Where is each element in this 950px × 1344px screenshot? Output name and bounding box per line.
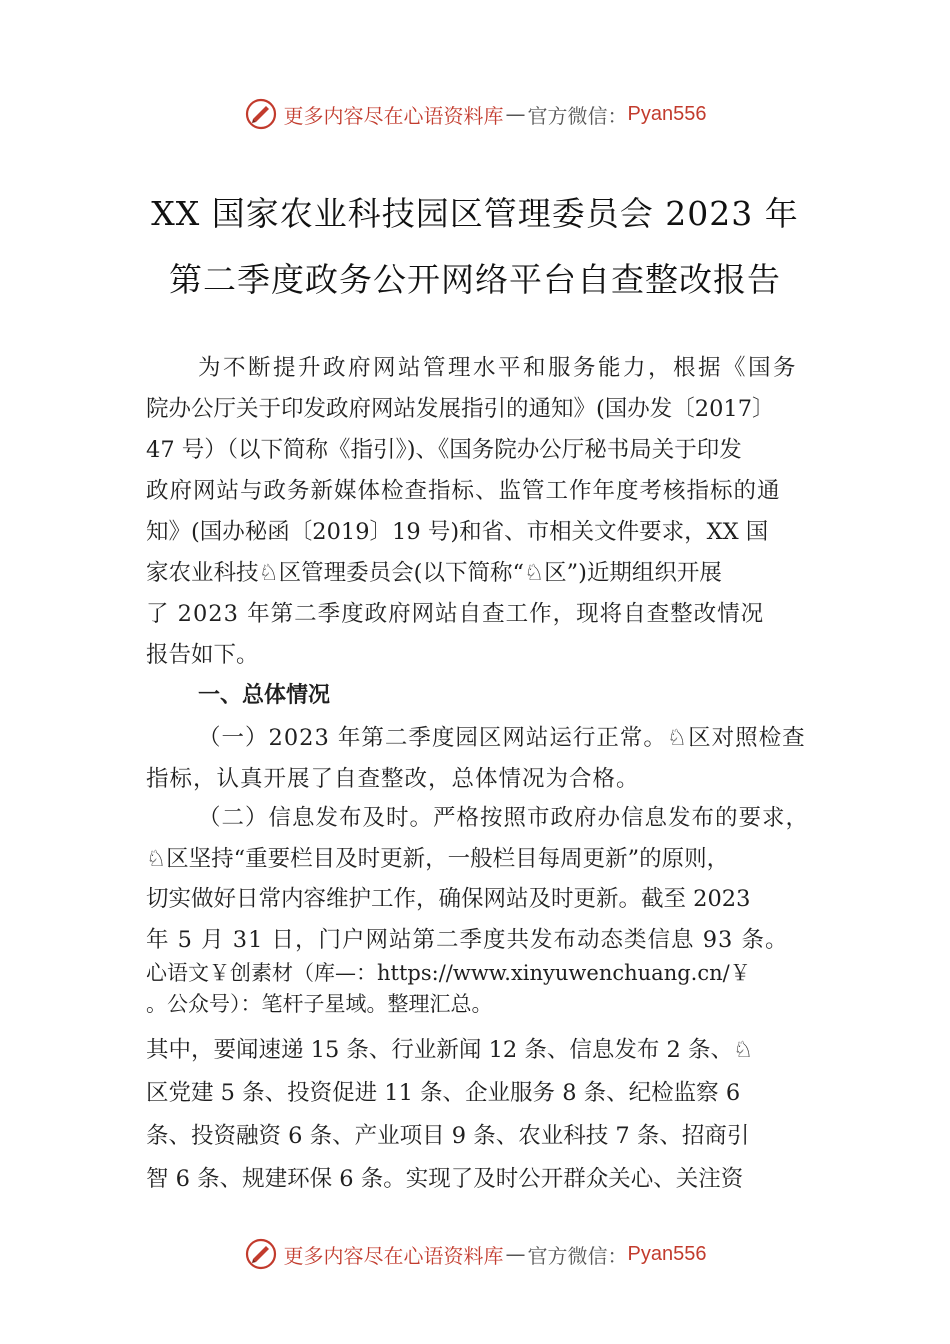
- body-line: 区党建 5 条、投资促进 11 条、企业服务 8 条、纪检监察 6: [146, 1080, 741, 1106]
- body-line: 了 2023 年第二季度政府网站自查工作，现将自查整改情况: [146, 601, 765, 627]
- footer-watermark-banner: [0, 1234, 950, 1274]
- banner-text: 更多内容尽在心语资料库: [283, 1243, 504, 1268]
- body-line: （一）2023 年第二季度园区网站运行正常。♘区对照检查: [198, 725, 806, 751]
- body-line: 院办公厅关于印发政府网站发展指引的通知》(国办发〔2017〕: [146, 396, 775, 422]
- body-line: 。公众号）：笔杆子星域。整理汇总。: [146, 992, 493, 1016]
- body-line: 智 6 条、规建环保 6 条。实现了及时公开群众关心、关注资: [146, 1166, 744, 1192]
- body-line: 切实做好日常内容维护工作，确保网站及时更新。截至 2023: [146, 886, 751, 912]
- body-line: 条、投资融资 6 条、产业项目 9 条、农业科技 7 条、招商引: [146, 1123, 750, 1149]
- body-line: 47 号）（以下简称《指引》)、《国务院办公厅秘书局关于印发: [146, 437, 742, 463]
- body-line: 为不断提升政府网站管理水平和服务能力，根据《国务: [198, 355, 799, 381]
- banner-text: 更多内容尽在心语资料库: [283, 103, 504, 128]
- section-heading: 一、总体情况: [198, 683, 331, 708]
- body-line: （二）信息发布及时。严格按照市政府办信息发布的要求，: [198, 805, 810, 831]
- body-line: 家农业科技♘区管理委员会(以下简称“♘区”)近期组织开展: [146, 560, 722, 586]
- body-line: 政府网站与政务新媒体检查指标、监管工作年度考核指标的通: [146, 478, 781, 504]
- body-line: 其中，要闻速递 15 条、行业新闻 12 条、信息发布 2 条、♘: [146, 1037, 754, 1063]
- brand-logo-icon: [244, 1237, 278, 1271]
- brand-logo-icon: [244, 97, 278, 131]
- banner-wechat-label: 官方微信：: [527, 1243, 628, 1268]
- document-title-line-2: 第二季度政务公开网络平台自查整改报告: [169, 260, 781, 299]
- body-line: 知》(国办秘函〔2019〕19 号)和省、市相关文件要求，XX 国: [146, 519, 769, 545]
- banner-wechat-id: Pyan556: [627, 102, 707, 125]
- banner-dash: —: [505, 102, 526, 126]
- banner-dash: —: [505, 1242, 526, 1266]
- body-line: ♘区坚持“重要栏目及时更新，一般栏目每周更新”的原则，: [146, 846, 730, 872]
- banner-wechat-id: Pyan556: [627, 1242, 707, 1265]
- header-watermark-banner: [0, 94, 950, 134]
- body-line: 心语文￥创素材（库—：https://www.xinyuwenchuang.cn/￥: [146, 961, 751, 985]
- document-title-line-1: XX 国家农业科技园区管理委员会 2023 年: [151, 194, 799, 233]
- banner-wechat-label: 官方微信：: [527, 103, 628, 128]
- body-line: 指标，认真开展了自查整改，总体情况为合格。: [146, 766, 640, 792]
- body-line: 年 5 月 31 日，门户网站第二季度共发布动态类信息 93 条。: [146, 927, 789, 953]
- body-line: 报告如下。: [146, 642, 259, 668]
